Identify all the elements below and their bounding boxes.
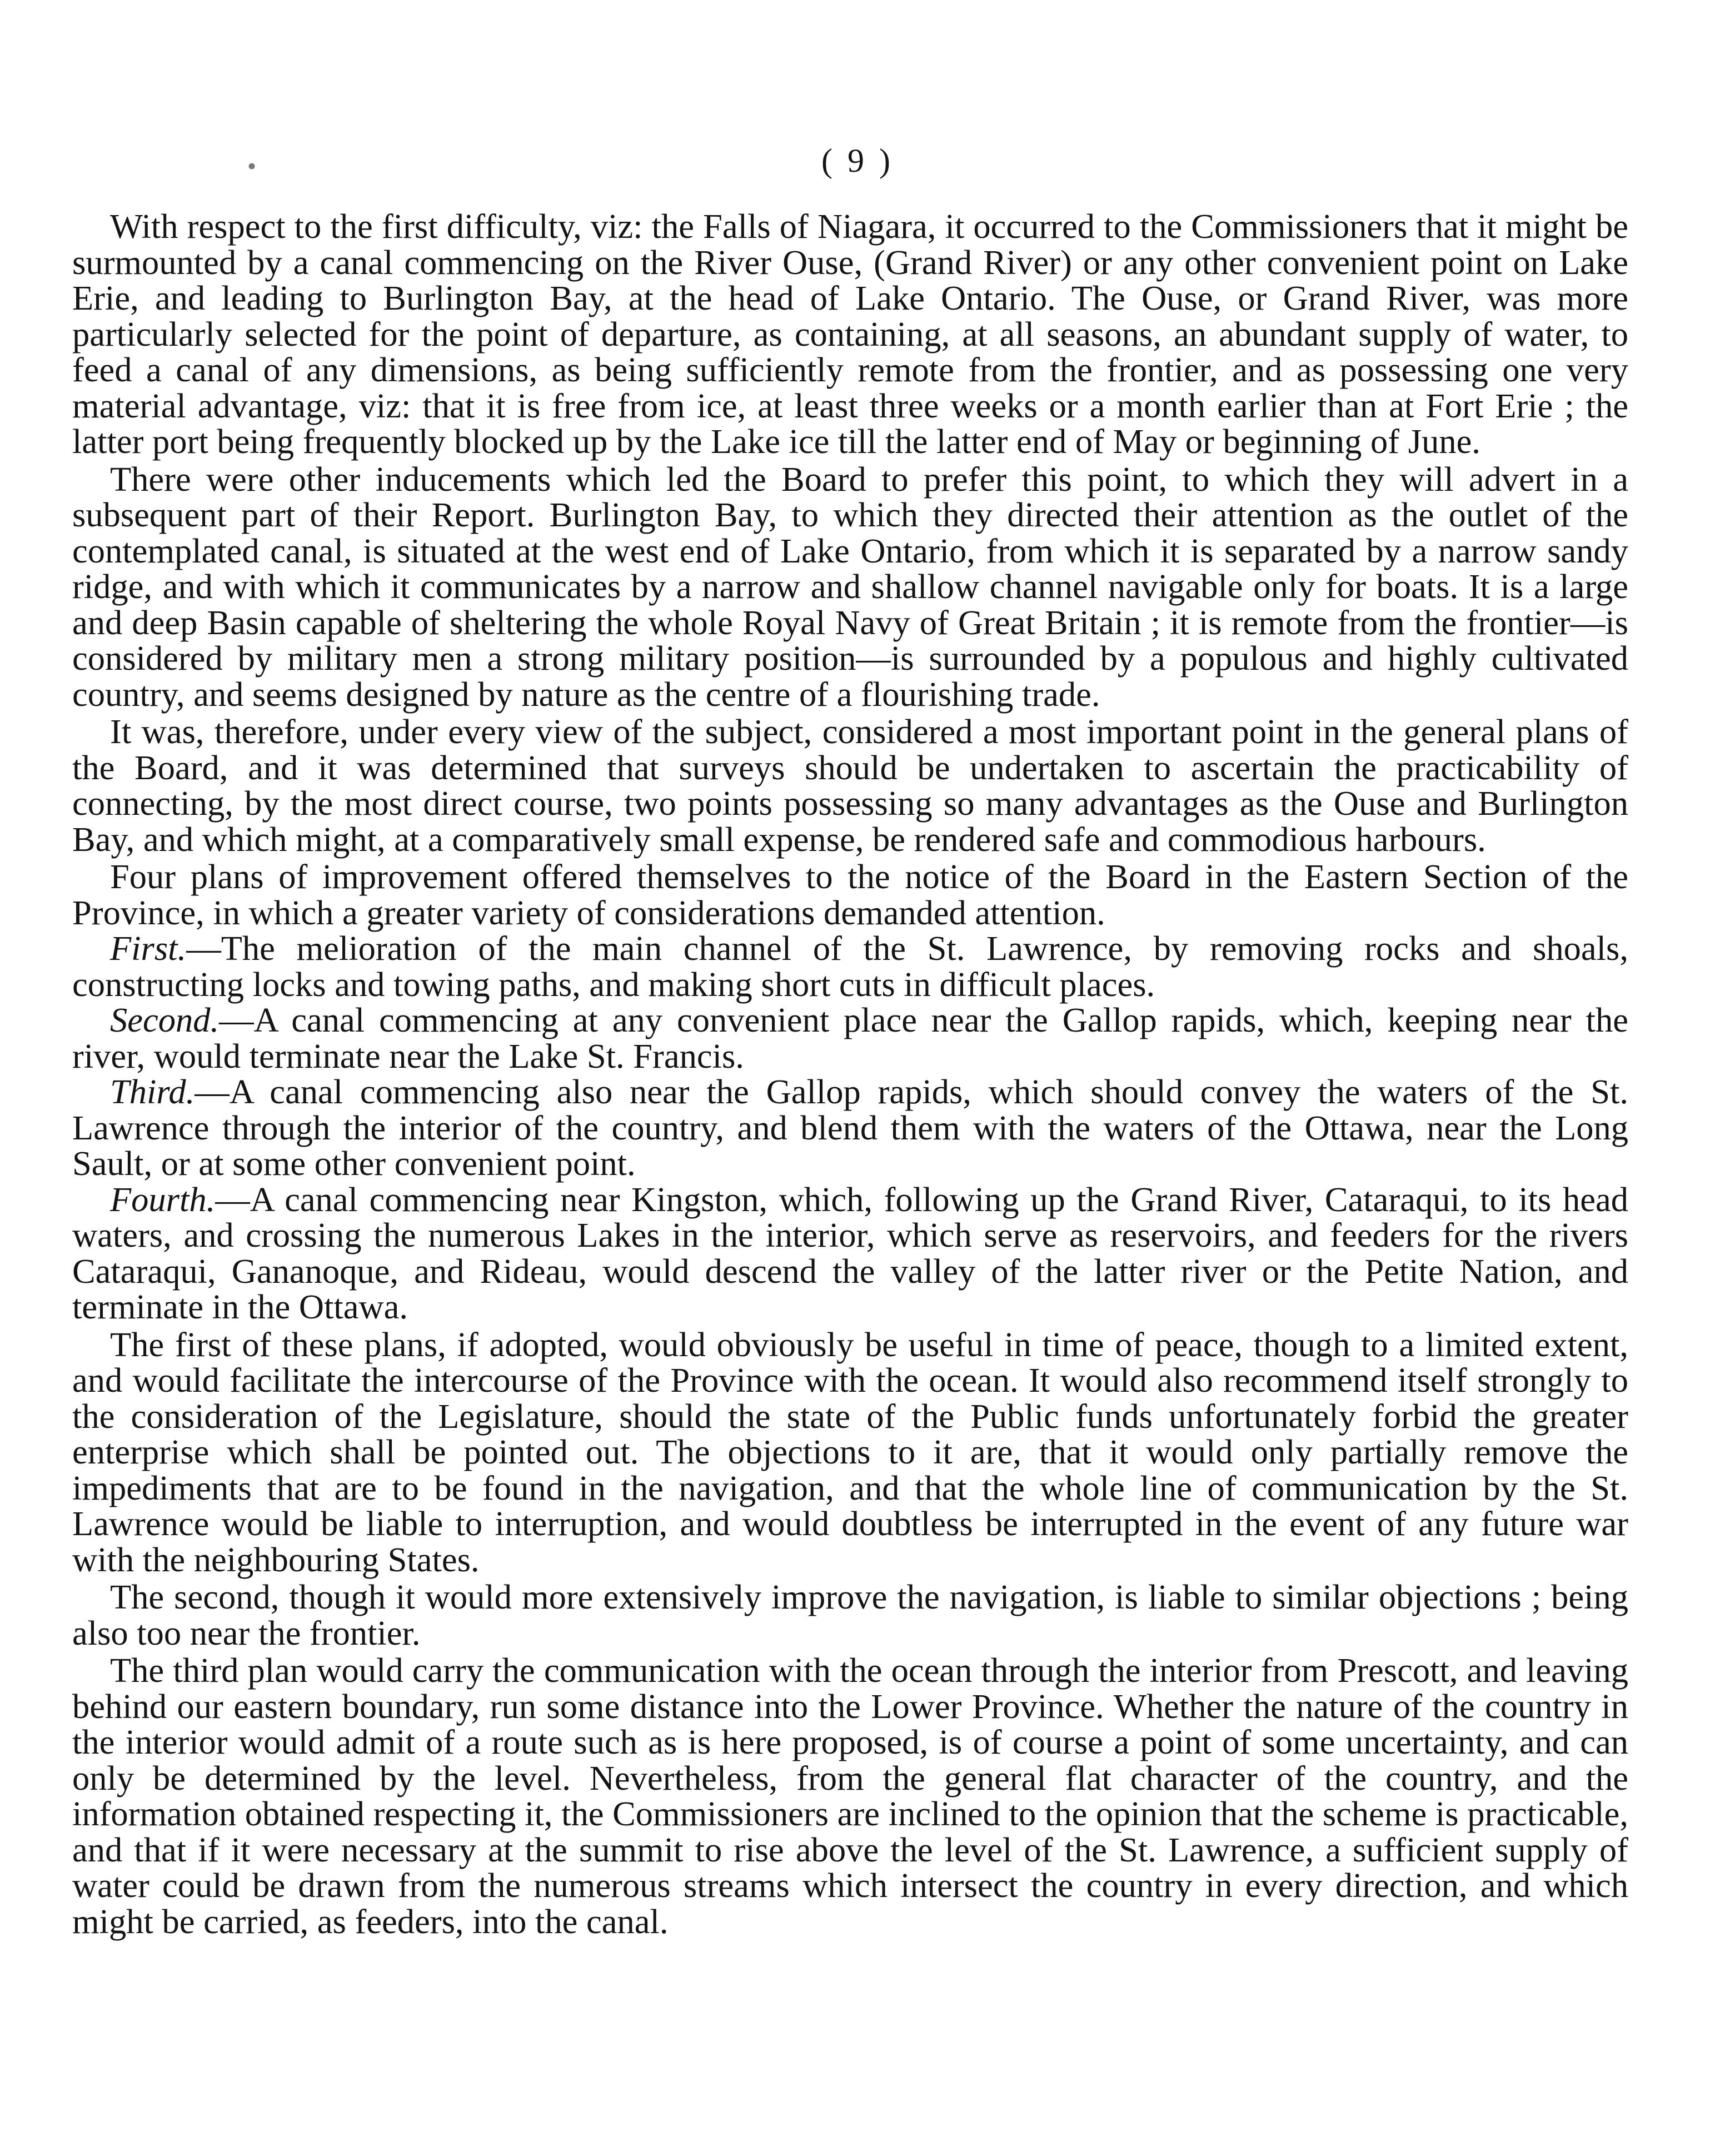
paragraph-plan-second: Second.—A canal commencing at any convenient place near the Gallop rapids, which, keeping near the river, would terminate near the Lake St. Francis. — [72, 1000, 1628, 1075]
plan-first-label: First. — [110, 929, 187, 968]
plan-third-label: Third. — [110, 1072, 195, 1111]
paragraph-plan-fourth: Fourth.—A canal commencing near Kingston, which, following up the Grand River, Cataraqui, to its head waters, and crossing the numerous Lakes in the interior, which serve as reservoirs, and feeders for the rivers Cataraqui, Gananoque, and Rideau, would descend the valley of the latter river or the Petite Nation, and terminate in the Ottawa. — [72, 1179, 1628, 1326]
paragraph-general-plans: It was, therefore, under every view of the subject, considered a most important point in the general plans of the Board, and it was determined that surveys should be undertaken to ascertain the practicability of connecting, by the most direct course, two points possessing so many advantages as the Ouse and Burlington Bay, and which might, at a comparatively small expense, be rendered safe and commodious harbours. — [72, 712, 1628, 859]
paragraph-plan-third: Third.—A canal commencing also near the Gallop rapids, which should convey the waters of the St. Lawrence through the interior of the country, and blend them with the waters of the Ottawa, near the Long Sault, or at some other convenient point. — [72, 1072, 1628, 1183]
page-number: ( 9 ) — [821, 142, 894, 179]
paragraph-plan-first: First.—The melioration of the main channel of the St. Lawrence, by removing rocks and shoals, constructing locks and towing paths, and making short cuts in difficult places. — [72, 929, 1628, 1004]
paragraph-second-plan-discussion: The second, though it would more extensively improve the navigation, is liable to similar objections ; being also too near the frontier. — [72, 1577, 1628, 1652]
plan-fourth-label: Fourth. — [110, 1179, 216, 1219]
paragraph-falls-of-niagara: With respect to the first difficulty, viz: the Falls of Niagara, it occurred to the Commissioners that it might be surmounted by a canal commencing on the River Ouse, (Grand River) or any other convenient point on Lake Erie, and leading to Burlington Bay, at the head of Lake Ontario. The Ouse, or Grand River, was more particularly selected for the point of departure, as containing, at all seasons, an abundant supply of water, to feed a canal of any dimensions, as being sufficiently remote from the frontier, and as possessing one very material advantage, viz: that it is free from ice, at least three weeks or a month earlier than at Fort Erie ; the latter port being frequently blocked up by the Lake ice till the latter end of May or beginning of June. — [72, 207, 1628, 461]
body-text — [72, 208, 1628, 1939]
paragraph-four-plans: Four plans of improvement offered themselves to the notice of the Board in the Eastern Section of the Province, in which a greater variety of considerations demanded attention. — [72, 857, 1628, 932]
paragraph-first-plan-discussion: The first of these plans, if adopted, would obviously be useful in time of peace, though to a limited extent, and would facilitate the intercourse of the Province with the ocean. It would also recommend itself strongly to the consideration of the Legislature, should the state of the Public funds unfortunately forbid the greater enterprise which shall be pointed out. The objections to it are, that it would only partially remove the impediments that are to be found in the navigation, and that the whole line of communication by the St. Lawrence would be liable to interruption, and would doubtless be interrupted in the event of any future war with the neighbouring States. — [72, 1325, 1628, 1579]
paragraph-burlington-bay: There were other inducements which led the Board to prefer this point, to which they will advert in a subsequent part of their Report. Burlington Bay, to which they directed their attention as the outlet of the contemplated canal, is situated at the west end of Lake Ontario, from which it is separated by a narrow sandy ridge, and with which it communicates by a narrow and shallow channel navigable only for boats. It is a large and deep Basin capable of sheltering the whole Royal Navy of Great Britain ; it is remote from the frontier—is considered by military men a strong military position—is surrounded by a populous and highly cultivated country, and seems designed by nature as the centre of a flourishing trade. — [72, 459, 1628, 714]
paragraph-third-plan-discussion: The third plan would carry the communication with the ocean through the interior from Prescott, and leaving behind our eastern boundary, run some distance into the Lower Province. Whether the nature of the country in the interior would admit of a route such as is here proposed, is of course a point of some uncertainty, and can only be determined by the level. Nevertheless, from the general flat character of the country, and the information obtained respecting it, the Commissioners are inclined to the opinion that the scheme is practicable, and that if it were necessary at the summit to rise above the level of the St. Lawrence, a sufficient supply of water could be drawn from the numerous streams which intersect the country in every direction, and which might be carried, as feeders, into the canal. — [72, 1651, 1628, 1941]
plan-second-label: Second. — [110, 1000, 220, 1039]
print-mark: • — [247, 152, 257, 180]
